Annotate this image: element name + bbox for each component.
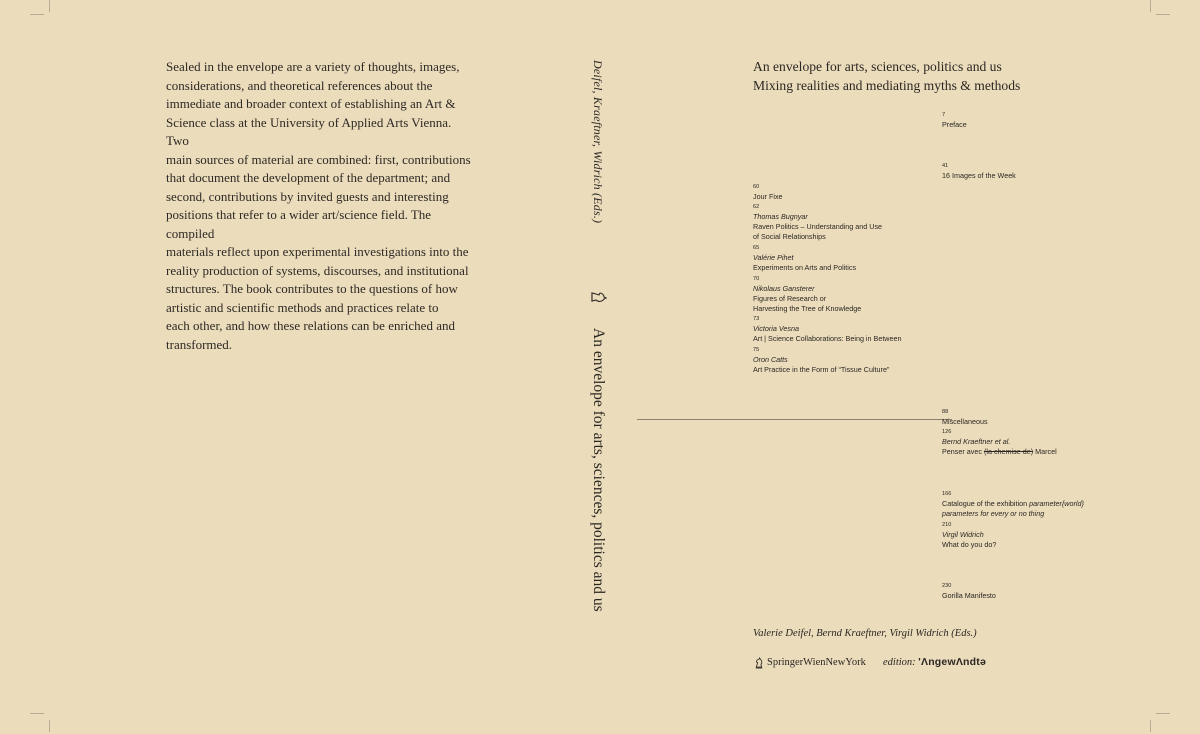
edition-label: edition:	[883, 657, 916, 668]
crop-mark	[1156, 713, 1170, 714]
toc-entry: 41 16 Images of the Week	[942, 163, 1016, 180]
toc-entry: 62 Thomas Bugnyar Raven Politics – Understanding and Use of Social Relationships	[753, 204, 883, 242]
publisher-logo	[753, 656, 866, 669]
subtitle-line: Mixing realities and mediating myths & methods	[753, 77, 1021, 93]
crop-mark	[1150, 0, 1151, 12]
edition-angewandte-logo	[883, 656, 986, 668]
toc-entry: 7 Preface	[942, 112, 967, 129]
title-line: An envelope for arts, sciences, politics and us	[753, 59, 1002, 74]
toc-entry: 60 Jour Fixe	[753, 184, 783, 201]
toc-entry: 73 Victoria Vesna Art | Science Collaborations: Being in Between	[753, 316, 902, 343]
crop-mark	[30, 14, 44, 15]
toc-entry: 65 Valérie Pihet Experiments on Arts and Politics	[753, 245, 857, 272]
edition-name: 'ΛngewΛndtə	[918, 656, 986, 668]
toc-entry: 230 Gorilla Manifesto	[942, 583, 996, 600]
toc-entry: 70 Nikolaus Gansterer Figures of Research or Harvesting the Tree of Knowledge	[753, 276, 862, 314]
front-cover-editors: Valerie Deifel, Bernd Kraeftner, Virgil Widrich (Eds.)	[753, 628, 977, 639]
toc-entry: 75 Oron Catts Art Practice in the Form of “Tissue Culture”	[753, 347, 890, 374]
crop-mark	[30, 713, 44, 714]
toc-entry: 210 Virgil Widrich What do you do?	[942, 522, 997, 549]
toc-entry: 166 Catalogue of the exhibition parameter{world} parameters for every or no thing	[942, 491, 1084, 518]
crop-mark	[49, 720, 50, 732]
divider-rule	[637, 419, 952, 420]
back-cover-blurb: Sealed in the envelope are a variety of thoughts, images, considerations, and theoretical references about the immediate and broader context of establishing an Art & Science class at the University of Applied Arts Vienna. Two main sources of material are combined: first, contributions that document the development of the department; and second, contributions by invited guests and interesting positions that refer to a wider art/science field. The compiled materials reflect upon experimental investigations into the reality production of systems, discourses, and institutional structures. The book contributes to the questions of how artistic and scientific methods and practices relate to each other, and how these relations can be enriched and transformed.	[166, 59, 471, 352]
spine-title: An envelope for arts, sciences, politics and us	[590, 328, 607, 612]
crop-mark	[49, 0, 50, 12]
spine-editors: Deifel, Kraeftner, Widrich (Eds.)	[591, 60, 605, 224]
toc-entry: 88 Miscellaneous	[942, 409, 988, 426]
publisher-name: SpringerWienNewYork	[767, 657, 866, 668]
front-cover-title	[753, 58, 1020, 95]
crop-mark	[1156, 14, 1170, 15]
springer-chess-knight-icon	[591, 287, 607, 307]
springer-chess-knight-icon	[753, 656, 765, 669]
crop-mark	[1150, 720, 1151, 732]
toc-entry: 126 Bernd Kraeftner et al. Penser avec (la chemise de) Marcel	[942, 429, 1057, 456]
